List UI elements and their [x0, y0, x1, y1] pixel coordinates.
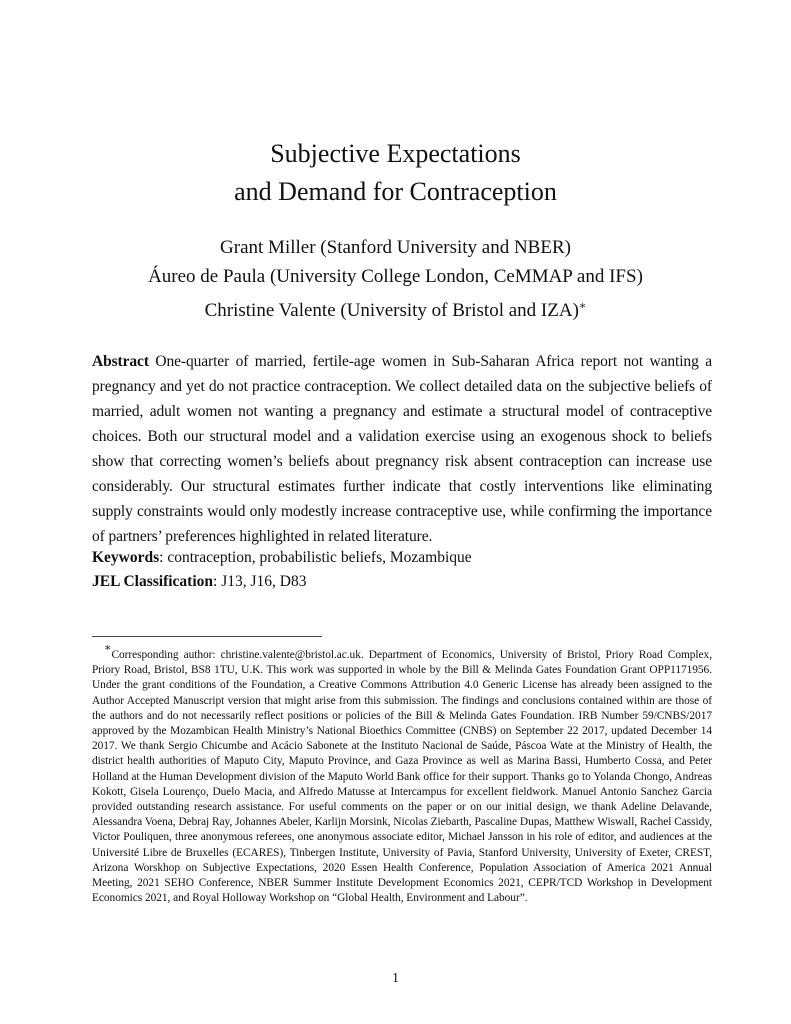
footnote-rule — [92, 636, 322, 637]
paper-title-line-2: and Demand for Contraception — [234, 177, 557, 206]
corresponding-author-mark: ∗ — [578, 300, 587, 312]
author-valente — [0, 294, 791, 323]
abstract — [92, 349, 712, 549]
keywords — [92, 547, 712, 569]
jel-classification — [92, 571, 712, 593]
abstract-label: Abstract — [92, 353, 149, 370]
footnote-mark: ∗ — [104, 642, 112, 654]
keywords-label: Keywords — [92, 549, 160, 566]
footnote — [92, 641, 712, 906]
keywords-text: : contraception, probabilistic beliefs, Mozambique — [159, 549, 472, 566]
author-valente-name: Christine Valente (University of Bristol and IZA) — [204, 300, 579, 321]
abstract-text: One-quarter of married, fertile-age women in Sub-Saharan Africa report not wanting a pregnancy and yet do not practice contraception. We collect detailed data on the subjective beliefs of married, adult women not wanting a pregnancy and estimate a structural model of contraceptive choices. Both our structural model and a validation exercise using an exogenous shock to beliefs show that correcting women’s beliefs about pregnancy risk absent contraception can increase use considerably. Our structural estimates further indicate that costly interventions like eliminating supply constraints would only modestly increase contraceptive use, while confirming the importance of partners’ preferences highlighted in related literature. — [92, 353, 712, 545]
page-number: 1 — [392, 971, 399, 986]
author-miller: Grant Miller (Stanford University and NBER) — [220, 237, 571, 258]
author-de-paula: Áureo de Paula (University College London, CeMMAP and IFS) — [148, 266, 643, 287]
footnote-text: Corresponding author: christine.valente@bristol.ac.uk. Department of Economics, University of Bristol, Priory Road Complex, Priory Road, Bristol, BS8 1TU, U.K. This work was supported in whole by the Bill & Melinda Gates Foundation Grant OPP1171956. Under the grant conditions of the Foundation, a Creative Commons Attribution 4.0 Generic License has already been assigned to the Author Accepted Manuscript version that might arise from this submission. The findings and conclusions contained within are those of the authors and do not necessarily reflect positions or policies of the Bill & Melinda Gates Foundation. IRB Number 59/CNBS/2017 approved by the Mozambican Health Ministry’s National Bioethics Committee (CNBS) on September 22 2017, updated December 14 2017. We thank Sergio Chicumbe and Acácio Sabonete at the Instituto Nacional de Saúde, Páscoa Wate at the Ministry of Health, the district health authorities of Maputo City, Maputo Province, and Gaza Province as well as Marina Bassi, Humberto Cossa, and Peter Holland at the Human Development division of the Maputo World Bank office for their support. Thanks go to Yolanda Chongo, Andreas Kokott, Gisela Lourenço, Duelo Macia, and Alfredo Matusse at Intercampus for excellent fieldwork. Manuel Antonio Sanchez Garcia provided outstanding research assistance. For useful comments on the paper or on our initial design, we thank Adeline Delavande, Alessandra Voena, Debraj Ray, Johannes Abeler, Karlijn Morsink, Nicolas Ziebarth, Pascaline Dupas, Matthew Wiswall, Rachel Cassidy, Victor Pouliquen, three anonymous referees, one anonymous associate editor, Michael Jansson in his role of editor, and audiences at the Université Libre de Bruxelles (ECARES), Tinbergen Institute, University of Pavia, Stanford University, University of Exeter, CREST, Arizona Worskhop on Subjective Expectations, 2020 Essen Health Conference, Population Association of America 2021 Annual Meeting, 2021 SEHO Conference, NBER Summer Institute Development Economics 2021, CEPR/TCD Workshop in Development Economics 2021, and Royal Holloway Workshop on “Global Health, Environment and Labour”. — [92, 649, 712, 905]
jel-text: : J13, J16, D83 — [213, 573, 307, 590]
paper-title-line-1: Subjective Expectations — [270, 139, 521, 168]
jel-label: JEL Classification — [92, 573, 214, 590]
